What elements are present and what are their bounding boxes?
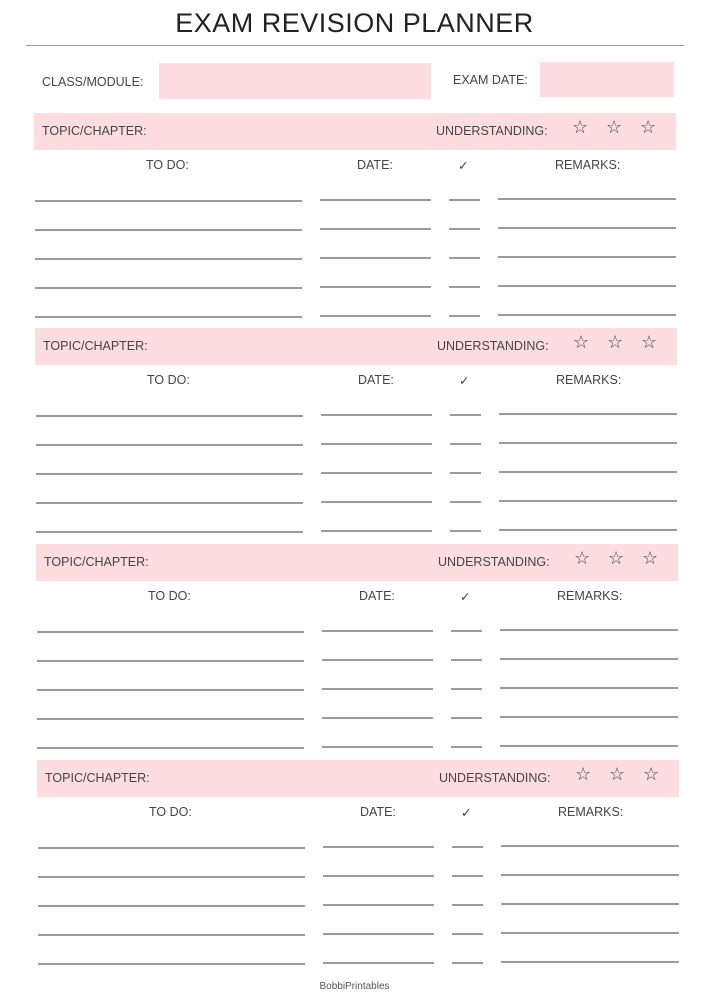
remarks-line[interactable]: [499, 500, 677, 502]
todo-line[interactable]: [36, 473, 303, 475]
understanding-label: UNDERSTANDING:: [439, 771, 551, 785]
date-column-header: DATE:: [358, 373, 394, 387]
check-line[interactable]: [449, 199, 480, 201]
check-line[interactable]: [452, 846, 483, 848]
todo-line[interactable]: [35, 200, 302, 202]
todo-column-header: TO DO:: [147, 373, 190, 387]
todo-column-header: TO DO:: [146, 158, 189, 172]
star-icon[interactable]: ☆: [643, 764, 660, 784]
topic-section-1: [0, 113, 709, 329]
remarks-line[interactable]: [498, 256, 676, 258]
topic-chapter-label: TOPIC/CHAPTER:: [44, 555, 149, 569]
todo-line[interactable]: [35, 316, 302, 318]
todo-column-header: TO DO:: [149, 805, 192, 819]
todo-line[interactable]: [38, 963, 305, 965]
understanding-label: UNDERSTANDING:: [438, 555, 550, 569]
date-line[interactable]: [323, 962, 434, 964]
class-module-field[interactable]: [159, 63, 431, 99]
date-line[interactable]: [320, 286, 431, 288]
remarks-line[interactable]: [501, 874, 679, 876]
check-line[interactable]: [451, 746, 482, 748]
star-icon[interactable]: ☆: [609, 764, 626, 784]
topic-section-4: [0, 760, 709, 976]
remarks-line[interactable]: [498, 198, 676, 200]
date-line[interactable]: [323, 904, 434, 906]
check-line[interactable]: [452, 875, 483, 877]
remarks-line[interactable]: [500, 629, 678, 631]
todo-line[interactable]: [37, 747, 304, 749]
date-column-header: DATE:: [359, 589, 395, 603]
date-column-header: DATE:: [357, 158, 393, 172]
star-icon[interactable]: ☆: [640, 117, 657, 137]
check-line[interactable]: [451, 717, 482, 719]
check-column-header: ✓: [459, 374, 470, 388]
topic-chapter-label: TOPIC/CHAPTER:: [43, 339, 148, 353]
check-column-header: ✓: [461, 806, 472, 820]
check-line[interactable]: [452, 904, 483, 906]
todo-line[interactable]: [38, 905, 305, 907]
todo-column-header: TO DO:: [148, 589, 191, 603]
date-line[interactable]: [322, 659, 433, 661]
check-line[interactable]: [449, 286, 480, 288]
check-line[interactable]: [450, 443, 481, 445]
remarks-line[interactable]: [501, 903, 679, 905]
topic-bar: [36, 544, 678, 581]
understanding-label: UNDERSTANDING:: [437, 339, 549, 353]
star-icon[interactable]: ☆: [573, 332, 590, 352]
star-icon[interactable]: ☆: [641, 332, 658, 352]
remarks-line[interactable]: [499, 529, 677, 531]
todo-line[interactable]: [36, 415, 303, 417]
topic-section-2: [0, 328, 709, 544]
date-line[interactable]: [320, 228, 431, 230]
remarks-line[interactable]: [500, 745, 678, 747]
check-line[interactable]: [451, 659, 482, 661]
topic-section-3: [0, 544, 709, 760]
exam-date-label: EXAM DATE:: [453, 73, 528, 87]
remarks-column-header: REMARKS:: [556, 373, 622, 387]
remarks-line[interactable]: [498, 227, 676, 229]
star-icon[interactable]: ☆: [642, 548, 659, 568]
date-line[interactable]: [323, 846, 434, 848]
todo-line[interactable]: [38, 934, 305, 936]
todo-line[interactable]: [35, 229, 302, 231]
todo-line[interactable]: [37, 689, 304, 691]
remarks-line[interactable]: [500, 687, 678, 689]
check-line[interactable]: [449, 228, 480, 230]
todo-line[interactable]: [37, 660, 304, 662]
topic-chapter-label: TOPIC/CHAPTER:: [42, 124, 147, 138]
check-line[interactable]: [450, 472, 481, 474]
todo-line[interactable]: [35, 258, 302, 260]
star-icon[interactable]: ☆: [575, 764, 592, 784]
star-icon[interactable]: ☆: [572, 117, 589, 137]
remarks-line[interactable]: [498, 314, 676, 316]
date-line[interactable]: [320, 315, 431, 317]
check-line[interactable]: [452, 962, 483, 964]
check-line[interactable]: [449, 315, 480, 317]
star-icon[interactable]: ☆: [574, 548, 591, 568]
check-line[interactable]: [451, 630, 482, 632]
remarks-line[interactable]: [499, 413, 677, 415]
date-line[interactable]: [323, 875, 434, 877]
topic-bar: [35, 328, 677, 365]
remarks-line[interactable]: [500, 716, 678, 718]
date-line[interactable]: [321, 414, 432, 416]
date-line[interactable]: [322, 630, 433, 632]
remarks-line[interactable]: [501, 845, 679, 847]
todo-line[interactable]: [35, 287, 302, 289]
check-line[interactable]: [449, 257, 480, 259]
todo-line[interactable]: [36, 502, 303, 504]
remarks-column-header: REMARKS:: [555, 158, 621, 172]
check-line[interactable]: [450, 501, 481, 503]
remarks-line[interactable]: [499, 471, 677, 473]
date-line[interactable]: [321, 530, 432, 532]
remarks-line[interactable]: [499, 442, 677, 444]
date-line[interactable]: [321, 443, 432, 445]
exam-date-field[interactable]: [540, 62, 674, 97]
star-icon[interactable]: ☆: [607, 332, 624, 352]
todo-line[interactable]: [37, 631, 304, 633]
date-line[interactable]: [321, 472, 432, 474]
remarks-line[interactable]: [501, 961, 679, 963]
brand-footer: BobbiPrintables: [319, 981, 390, 992]
understanding-label: UNDERSTANDING:: [436, 124, 548, 138]
todo-line[interactable]: [36, 531, 303, 533]
class-module-label: CLASS/MODULE:: [42, 75, 144, 89]
check-line[interactable]: [450, 530, 481, 532]
date-line[interactable]: [320, 257, 431, 259]
page-title: EXAM REVISION PLANNER: [175, 8, 534, 38]
date-line[interactable]: [322, 688, 433, 690]
date-column-header: DATE:: [360, 805, 396, 819]
date-line[interactable]: [322, 717, 433, 719]
date-line[interactable]: [321, 501, 432, 503]
todo-line[interactable]: [38, 876, 305, 878]
date-line[interactable]: [320, 199, 431, 201]
remarks-line[interactable]: [498, 285, 676, 287]
date-line[interactable]: [322, 746, 433, 748]
remarks-column-header: REMARKS:: [558, 805, 624, 819]
todo-line[interactable]: [37, 718, 304, 720]
check-column-header: ✓: [458, 159, 469, 173]
todo-line[interactable]: [38, 847, 305, 849]
todo-line[interactable]: [36, 444, 303, 446]
date-line[interactable]: [323, 933, 434, 935]
check-column-header: ✓: [460, 590, 471, 604]
check-line[interactable]: [451, 688, 482, 690]
star-icon[interactable]: ☆: [606, 117, 623, 137]
star-icon[interactable]: ☆: [608, 548, 625, 568]
remarks-line[interactable]: [501, 932, 679, 934]
check-line[interactable]: [450, 414, 481, 416]
title-divider: [26, 45, 684, 46]
topic-bar: [34, 113, 676, 150]
topic-chapter-label: TOPIC/CHAPTER:: [45, 771, 150, 785]
remarks-column-header: REMARKS:: [557, 589, 623, 603]
topic-bar: [37, 760, 679, 797]
check-line[interactable]: [452, 933, 483, 935]
remarks-line[interactable]: [500, 658, 678, 660]
